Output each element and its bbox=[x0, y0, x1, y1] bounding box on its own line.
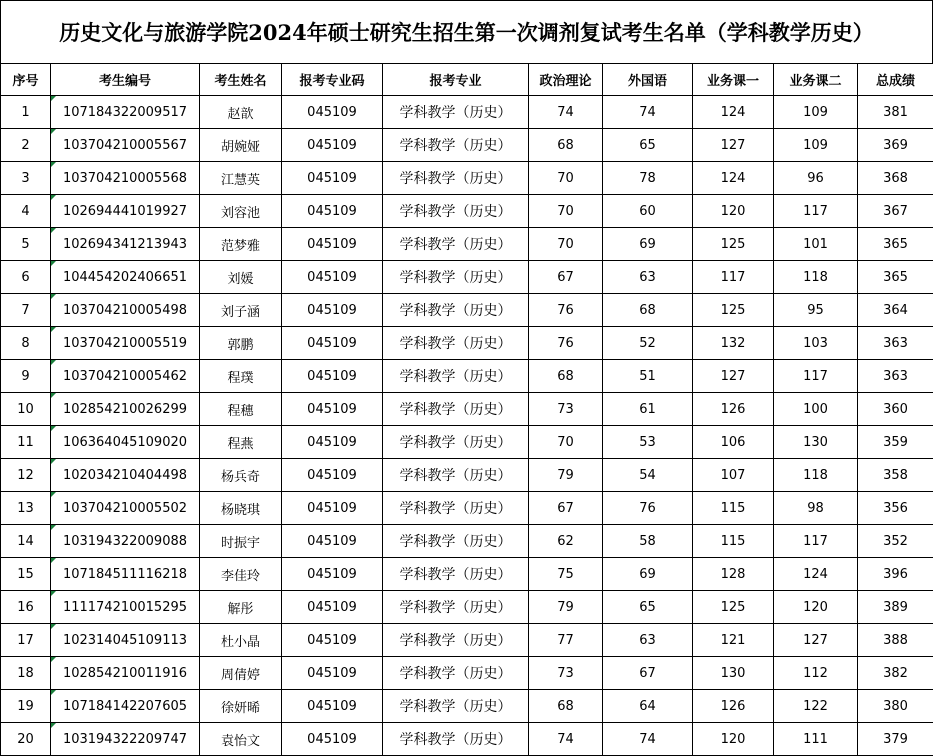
major-cell: 学科教学（历史） bbox=[383, 327, 529, 360]
politics-score-cell: 76 bbox=[529, 327, 603, 360]
header-col-serial: 序号 bbox=[1, 64, 51, 96]
candidate-id-cell: 107184142207605 bbox=[51, 690, 200, 723]
candidate-name-cell: 杨兵奇 bbox=[200, 459, 282, 492]
major-cell: 学科教学（历史） bbox=[383, 129, 529, 162]
subject-one-score-cell: 106 bbox=[693, 426, 774, 459]
major-code-cell: 045109 bbox=[282, 360, 383, 393]
subject-two-score-cell: 130 bbox=[774, 426, 858, 459]
table-row bbox=[1, 360, 933, 393]
politics-score-cell: 79 bbox=[529, 459, 603, 492]
foreign-language-score-cell: 64 bbox=[603, 690, 693, 723]
header-col-politics: 政治理论 bbox=[529, 64, 603, 96]
total-score-cell: 363 bbox=[858, 360, 933, 393]
candidate-id-cell: 103704210005462 bbox=[51, 360, 200, 393]
major-cell: 学科教学（历史） bbox=[383, 228, 529, 261]
major-cell: 学科教学（历史） bbox=[383, 690, 529, 723]
candidate-id-cell: 103194322209747 bbox=[51, 723, 200, 756]
major-code-cell: 045109 bbox=[282, 525, 383, 558]
major-code-cell: 045109 bbox=[282, 690, 383, 723]
politics-score-cell: 70 bbox=[529, 162, 603, 195]
total-score-cell: 363 bbox=[858, 327, 933, 360]
table-row bbox=[1, 327, 933, 360]
major-code-cell: 045109 bbox=[282, 96, 383, 129]
table-body bbox=[1, 96, 933, 756]
politics-score-cell: 67 bbox=[529, 492, 603, 525]
politics-score-cell: 73 bbox=[529, 393, 603, 426]
subject-two-score-cell: 98 bbox=[774, 492, 858, 525]
foreign-language-score-cell: 60 bbox=[603, 195, 693, 228]
header-col-candidate-id: 考生编号 bbox=[51, 64, 200, 96]
total-score-cell: 352 bbox=[858, 525, 933, 558]
serial-cell: 10 bbox=[1, 393, 51, 426]
major-code-cell: 045109 bbox=[282, 195, 383, 228]
candidate-id-cell: 103704210005498 bbox=[51, 294, 200, 327]
subject-one-score-cell: 125 bbox=[693, 228, 774, 261]
candidate-id-cell: 111174210015295 bbox=[51, 591, 200, 624]
subject-one-score-cell: 128 bbox=[693, 558, 774, 591]
subject-one-score-cell: 125 bbox=[693, 591, 774, 624]
table-row bbox=[1, 261, 933, 294]
major-cell: 学科教学（历史） bbox=[383, 96, 529, 129]
candidate-name-cell: 赵歆 bbox=[200, 96, 282, 129]
header-col-candidate-name: 考生姓名 bbox=[200, 64, 282, 96]
header-col-subject-two: 业务课二 bbox=[774, 64, 858, 96]
candidate-id-cell: 103704210005567 bbox=[51, 129, 200, 162]
table-row bbox=[1, 393, 933, 426]
candidate-table bbox=[0, 63, 933, 756]
major-code-cell: 045109 bbox=[282, 261, 383, 294]
politics-score-cell: 67 bbox=[529, 261, 603, 294]
table-row bbox=[1, 525, 933, 558]
candidate-name-cell: 杨晓琪 bbox=[200, 492, 282, 525]
major-code-cell: 045109 bbox=[282, 591, 383, 624]
major-code-cell: 045109 bbox=[282, 393, 383, 426]
major-code-cell: 045109 bbox=[282, 624, 383, 657]
major-code-cell: 045109 bbox=[282, 426, 383, 459]
candidate-id-cell: 102854210011916 bbox=[51, 657, 200, 690]
serial-cell: 6 bbox=[1, 261, 51, 294]
total-score-cell: 365 bbox=[858, 228, 933, 261]
serial-cell: 3 bbox=[1, 162, 51, 195]
politics-score-cell: 68 bbox=[529, 129, 603, 162]
total-score-cell: 389 bbox=[858, 591, 933, 624]
foreign-language-score-cell: 63 bbox=[603, 624, 693, 657]
table-row bbox=[1, 492, 933, 525]
candidate-id-cell: 103704210005502 bbox=[51, 492, 200, 525]
major-cell: 学科教学（历史） bbox=[383, 195, 529, 228]
total-score-cell: 360 bbox=[858, 393, 933, 426]
politics-score-cell: 79 bbox=[529, 591, 603, 624]
major-cell: 学科教学（历史） bbox=[383, 723, 529, 756]
major-cell: 学科教学（历史） bbox=[383, 591, 529, 624]
subject-one-score-cell: 126 bbox=[693, 393, 774, 426]
serial-cell: 11 bbox=[1, 426, 51, 459]
subject-two-score-cell: 112 bbox=[774, 657, 858, 690]
candidate-name-cell: 杜小晶 bbox=[200, 624, 282, 657]
subject-one-score-cell: 124 bbox=[693, 162, 774, 195]
header-col-major-code: 报考专业码 bbox=[282, 64, 383, 96]
subject-two-score-cell: 117 bbox=[774, 360, 858, 393]
subject-two-score-cell: 122 bbox=[774, 690, 858, 723]
serial-cell: 13 bbox=[1, 492, 51, 525]
subject-two-score-cell: 95 bbox=[774, 294, 858, 327]
foreign-language-score-cell: 61 bbox=[603, 393, 693, 426]
politics-score-cell: 70 bbox=[529, 195, 603, 228]
candidate-id-cell: 103194322009088 bbox=[51, 525, 200, 558]
serial-cell: 17 bbox=[1, 624, 51, 657]
subject-one-score-cell: 127 bbox=[693, 129, 774, 162]
subject-one-score-cell: 107 bbox=[693, 459, 774, 492]
table-row bbox=[1, 459, 933, 492]
foreign-language-score-cell: 69 bbox=[603, 228, 693, 261]
table-header-row bbox=[1, 64, 933, 96]
table-row bbox=[1, 690, 933, 723]
subject-two-score-cell: 100 bbox=[774, 393, 858, 426]
major-code-cell: 045109 bbox=[282, 129, 383, 162]
subject-one-score-cell: 115 bbox=[693, 525, 774, 558]
table-row bbox=[1, 723, 933, 756]
foreign-language-score-cell: 51 bbox=[603, 360, 693, 393]
candidate-id-cell: 103704210005519 bbox=[51, 327, 200, 360]
subject-two-score-cell: 117 bbox=[774, 195, 858, 228]
table-row bbox=[1, 624, 933, 657]
candidate-id-cell: 104454202406651 bbox=[51, 261, 200, 294]
table-row bbox=[1, 558, 933, 591]
major-cell: 学科教学（历史） bbox=[383, 360, 529, 393]
table-row bbox=[1, 591, 933, 624]
foreign-language-score-cell: 58 bbox=[603, 525, 693, 558]
header-col-foreign-language: 外国语 bbox=[603, 64, 693, 96]
serial-cell: 18 bbox=[1, 657, 51, 690]
major-cell: 学科教学（历史） bbox=[383, 393, 529, 426]
subject-one-score-cell: 127 bbox=[693, 360, 774, 393]
candidate-name-cell: 范梦雅 bbox=[200, 228, 282, 261]
foreign-language-score-cell: 65 bbox=[603, 129, 693, 162]
table-row bbox=[1, 195, 933, 228]
politics-score-cell: 74 bbox=[529, 96, 603, 129]
subject-two-score-cell: 127 bbox=[774, 624, 858, 657]
document-title: 历史文化与旅游学院2024年硕士研究生招生第一次调剂复试考生名单（学科教学历史） bbox=[0, 0, 933, 63]
candidate-name-cell: 李佳玲 bbox=[200, 558, 282, 591]
total-score-cell: 365 bbox=[858, 261, 933, 294]
major-cell: 学科教学（历史） bbox=[383, 558, 529, 591]
candidate-name-cell: 程璞 bbox=[200, 360, 282, 393]
subject-one-score-cell: 126 bbox=[693, 690, 774, 723]
subject-two-score-cell: 101 bbox=[774, 228, 858, 261]
major-cell: 学科教学（历史） bbox=[383, 459, 529, 492]
candidate-name-cell: 刘子涵 bbox=[200, 294, 282, 327]
table-row bbox=[1, 657, 933, 690]
serial-cell: 5 bbox=[1, 228, 51, 261]
politics-score-cell: 70 bbox=[529, 228, 603, 261]
candidate-id-cell: 107184322009517 bbox=[51, 96, 200, 129]
major-code-cell: 045109 bbox=[282, 723, 383, 756]
foreign-language-score-cell: 68 bbox=[603, 294, 693, 327]
major-cell: 学科教学（历史） bbox=[383, 624, 529, 657]
total-score-cell: 367 bbox=[858, 195, 933, 228]
subject-two-score-cell: 96 bbox=[774, 162, 858, 195]
candidate-name-cell: 程穗 bbox=[200, 393, 282, 426]
major-cell: 学科教学（历史） bbox=[383, 426, 529, 459]
candidate-id-cell: 102314045109113 bbox=[51, 624, 200, 657]
total-score-cell: 369 bbox=[858, 129, 933, 162]
major-code-cell: 045109 bbox=[282, 162, 383, 195]
candidate-id-cell: 106364045109020 bbox=[51, 426, 200, 459]
foreign-language-score-cell: 76 bbox=[603, 492, 693, 525]
table-row bbox=[1, 228, 933, 261]
politics-score-cell: 68 bbox=[529, 360, 603, 393]
serial-cell: 4 bbox=[1, 195, 51, 228]
serial-cell: 12 bbox=[1, 459, 51, 492]
serial-cell: 1 bbox=[1, 96, 51, 129]
major-cell: 学科教学（历史） bbox=[383, 162, 529, 195]
candidate-name-cell: 徐妍晞 bbox=[200, 690, 282, 723]
major-cell: 学科教学（历史） bbox=[383, 492, 529, 525]
candidate-id-cell: 102854210026299 bbox=[51, 393, 200, 426]
total-score-cell: 359 bbox=[858, 426, 933, 459]
foreign-language-score-cell: 74 bbox=[603, 723, 693, 756]
serial-cell: 7 bbox=[1, 294, 51, 327]
table-row bbox=[1, 426, 933, 459]
serial-cell: 16 bbox=[1, 591, 51, 624]
politics-score-cell: 70 bbox=[529, 426, 603, 459]
foreign-language-score-cell: 63 bbox=[603, 261, 693, 294]
total-score-cell: 388 bbox=[858, 624, 933, 657]
candidate-name-cell: 刘容池 bbox=[200, 195, 282, 228]
subject-two-score-cell: 103 bbox=[774, 327, 858, 360]
major-cell: 学科教学（历史） bbox=[383, 261, 529, 294]
candidate-name-cell: 时振宇 bbox=[200, 525, 282, 558]
candidate-name-cell: 程燕 bbox=[200, 426, 282, 459]
header-col-total: 总成绩 bbox=[858, 64, 933, 96]
politics-score-cell: 76 bbox=[529, 294, 603, 327]
table-row bbox=[1, 162, 933, 195]
subject-two-score-cell: 118 bbox=[774, 261, 858, 294]
major-code-cell: 045109 bbox=[282, 492, 383, 525]
subject-one-score-cell: 120 bbox=[693, 195, 774, 228]
total-score-cell: 356 bbox=[858, 492, 933, 525]
major-code-cell: 045109 bbox=[282, 657, 383, 690]
serial-cell: 8 bbox=[1, 327, 51, 360]
serial-cell: 9 bbox=[1, 360, 51, 393]
candidate-id-cell: 103704210005568 bbox=[51, 162, 200, 195]
candidate-name-cell: 周倩婷 bbox=[200, 657, 282, 690]
subject-two-score-cell: 109 bbox=[774, 96, 858, 129]
total-score-cell: 396 bbox=[858, 558, 933, 591]
candidate-name-cell: 袁怡文 bbox=[200, 723, 282, 756]
table-row bbox=[1, 129, 933, 162]
foreign-language-score-cell: 53 bbox=[603, 426, 693, 459]
foreign-language-score-cell: 54 bbox=[603, 459, 693, 492]
subject-one-score-cell: 132 bbox=[693, 327, 774, 360]
subject-two-score-cell: 117 bbox=[774, 525, 858, 558]
header-col-major: 报考专业 bbox=[383, 64, 529, 96]
candidate-name-cell: 江慧英 bbox=[200, 162, 282, 195]
total-score-cell: 382 bbox=[858, 657, 933, 690]
major-code-cell: 045109 bbox=[282, 294, 383, 327]
total-score-cell: 368 bbox=[858, 162, 933, 195]
major-code-cell: 045109 bbox=[282, 558, 383, 591]
subject-one-score-cell: 120 bbox=[693, 723, 774, 756]
foreign-language-score-cell: 69 bbox=[603, 558, 693, 591]
foreign-language-score-cell: 78 bbox=[603, 162, 693, 195]
total-score-cell: 381 bbox=[858, 96, 933, 129]
foreign-language-score-cell: 65 bbox=[603, 591, 693, 624]
major-cell: 学科教学（历史） bbox=[383, 657, 529, 690]
candidate-name-cell: 郭鹏 bbox=[200, 327, 282, 360]
subject-one-score-cell: 115 bbox=[693, 492, 774, 525]
candidate-name-cell: 解彤 bbox=[200, 591, 282, 624]
major-code-cell: 045109 bbox=[282, 228, 383, 261]
serial-cell: 14 bbox=[1, 525, 51, 558]
subject-one-score-cell: 117 bbox=[693, 261, 774, 294]
candidate-id-cell: 107184511116218 bbox=[51, 558, 200, 591]
serial-cell: 2 bbox=[1, 129, 51, 162]
total-score-cell: 380 bbox=[858, 690, 933, 723]
subject-two-score-cell: 109 bbox=[774, 129, 858, 162]
subject-two-score-cell: 111 bbox=[774, 723, 858, 756]
politics-score-cell: 77 bbox=[529, 624, 603, 657]
subject-one-score-cell: 124 bbox=[693, 96, 774, 129]
politics-score-cell: 68 bbox=[529, 690, 603, 723]
major-cell: 学科教学（历史） bbox=[383, 525, 529, 558]
candidate-id-cell: 102694341213943 bbox=[51, 228, 200, 261]
subject-two-score-cell: 118 bbox=[774, 459, 858, 492]
major-code-cell: 045109 bbox=[282, 459, 383, 492]
total-score-cell: 364 bbox=[858, 294, 933, 327]
total-score-cell: 358 bbox=[858, 459, 933, 492]
politics-score-cell: 73 bbox=[529, 657, 603, 690]
major-code-cell: 045109 bbox=[282, 327, 383, 360]
total-score-cell: 379 bbox=[858, 723, 933, 756]
candidate-id-cell: 102034210404498 bbox=[51, 459, 200, 492]
foreign-language-score-cell: 74 bbox=[603, 96, 693, 129]
candidate-name-cell: 刘媛 bbox=[200, 261, 282, 294]
major-cell: 学科教学（历史） bbox=[383, 294, 529, 327]
politics-score-cell: 74 bbox=[529, 723, 603, 756]
politics-score-cell: 75 bbox=[529, 558, 603, 591]
candidate-id-cell: 102694441019927 bbox=[51, 195, 200, 228]
serial-cell: 19 bbox=[1, 690, 51, 723]
subject-one-score-cell: 125 bbox=[693, 294, 774, 327]
subject-two-score-cell: 124 bbox=[774, 558, 858, 591]
serial-cell: 20 bbox=[1, 723, 51, 756]
subject-one-score-cell: 121 bbox=[693, 624, 774, 657]
candidate-name-cell: 胡婉娅 bbox=[200, 129, 282, 162]
subject-two-score-cell: 120 bbox=[774, 591, 858, 624]
foreign-language-score-cell: 67 bbox=[603, 657, 693, 690]
serial-cell: 15 bbox=[1, 558, 51, 591]
subject-one-score-cell: 130 bbox=[693, 657, 774, 690]
foreign-language-score-cell: 52 bbox=[603, 327, 693, 360]
politics-score-cell: 62 bbox=[529, 525, 603, 558]
table-row bbox=[1, 96, 933, 129]
table-row bbox=[1, 294, 933, 327]
header-col-subject-one: 业务课一 bbox=[693, 64, 774, 96]
